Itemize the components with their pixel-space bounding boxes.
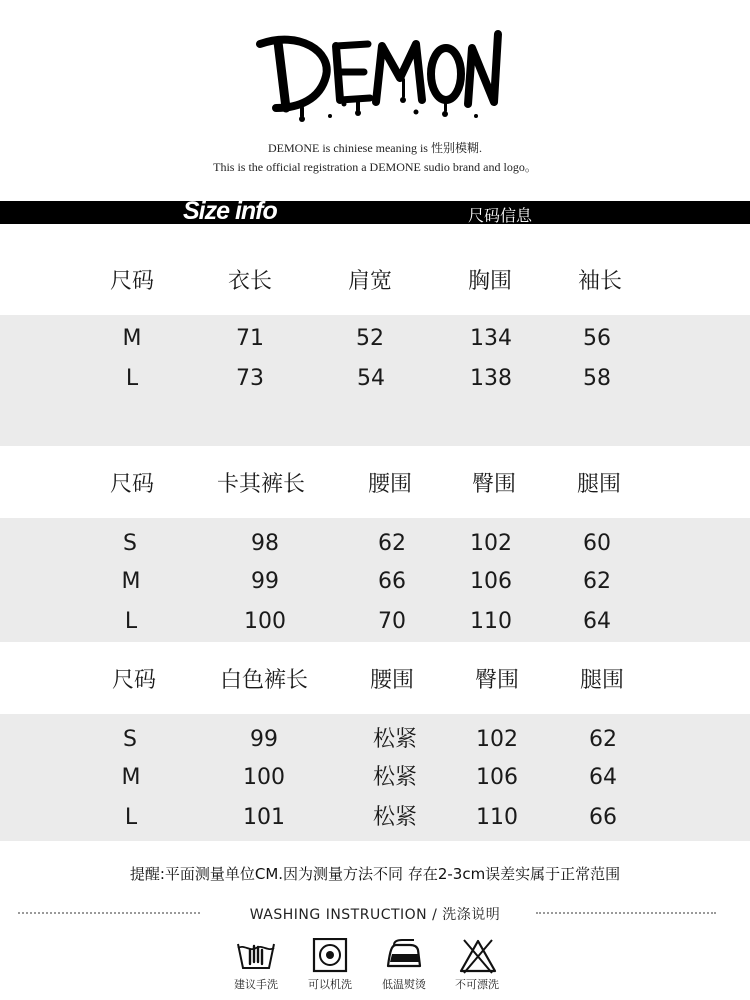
table-header-cell: 衣长 xyxy=(227,269,273,294)
table-cell: 62 xyxy=(589,727,617,752)
size-info-header xyxy=(0,197,750,225)
size-info-title: Size info xyxy=(183,197,277,225)
table-header-cell: 白色裤长 xyxy=(219,668,309,693)
table-header-cell: 尺码 xyxy=(109,269,155,294)
table-header-cell: 尺码 xyxy=(109,472,155,497)
tagline-line-2: This is the official registration a DEMONE sudio brand and logo。 xyxy=(213,160,537,174)
table-header-cell: 肩宽 xyxy=(347,269,393,294)
table-cell: 66 xyxy=(378,569,406,594)
size-info-title-cn: 尺码信息 xyxy=(468,206,533,225)
table-header-cell: 臀围 xyxy=(471,472,517,497)
table-header-cell: 袖长 xyxy=(577,269,623,294)
low-temp-iron-icon xyxy=(384,938,424,974)
table-cell: 138 xyxy=(470,366,512,391)
washing-instruction-title: WASHING INSTRUCTION / 洗涤说明 xyxy=(249,907,501,923)
no-bleach-label: 不可漂洗 xyxy=(455,978,499,991)
machine-wash-label: 可以机洗 xyxy=(308,978,352,991)
table-cell: 100 xyxy=(243,765,285,790)
table-cell: 66 xyxy=(589,805,617,830)
tagline-line-1: DEMONE is chiniese meaning is 性别模糊. xyxy=(268,141,482,155)
table-header-cell: 腰围 xyxy=(367,472,413,497)
table-cell: S xyxy=(123,531,137,556)
measurement-note: 提醒:平面测量单位CM.因为测量方法不同 存在2-3cm误差实属于正常范围 xyxy=(129,865,621,883)
table-cell: 62 xyxy=(583,569,611,594)
table-header-cell: 臀围 xyxy=(474,668,520,693)
table-header-cell: 腿围 xyxy=(579,668,625,693)
table-cell: 102 xyxy=(470,531,512,556)
table-cell: 98 xyxy=(251,531,279,556)
table-cell: 110 xyxy=(470,609,512,634)
table-cell: 54 xyxy=(357,366,385,391)
table-cell: 70 xyxy=(378,609,406,634)
table-cell: 99 xyxy=(250,727,278,752)
table-header-cell: 胸围 xyxy=(467,269,513,294)
low-temp-iron-label: 低温熨烫 xyxy=(382,978,426,991)
table-2-body-band xyxy=(0,518,750,642)
table-cell: 110 xyxy=(476,805,518,830)
table-cell: M xyxy=(122,326,142,351)
hand-wash-icon xyxy=(236,938,276,974)
table-cell: 99 xyxy=(251,569,279,594)
table-cell: L xyxy=(125,366,139,391)
table-cell: M xyxy=(121,765,141,790)
table-cell: 62 xyxy=(378,531,406,556)
table-header-cell: 尺码 xyxy=(111,668,157,693)
table-cell: 松紧 xyxy=(372,765,418,790)
table-cell: 52 xyxy=(356,326,384,351)
table-cell: 100 xyxy=(244,609,286,634)
table-cell: 64 xyxy=(583,609,611,634)
table-cell: 71 xyxy=(236,326,264,351)
table-cell: 102 xyxy=(476,727,518,752)
table-header-cell: 腰围 xyxy=(369,668,415,693)
hand-wash-label: 建议手洗 xyxy=(234,978,278,991)
table-cell: S xyxy=(123,727,137,752)
table-cell: L xyxy=(124,609,138,634)
table-cell: 106 xyxy=(476,765,518,790)
table-cell: 106 xyxy=(470,569,512,594)
table-cell: 松紧 xyxy=(372,727,418,752)
table-cell: L xyxy=(124,805,138,830)
table-cell: 134 xyxy=(470,326,512,351)
table-cell: 松紧 xyxy=(372,805,418,830)
no-bleach-icon xyxy=(458,938,498,974)
machine-wash-icon xyxy=(310,938,350,974)
table-cell: 73 xyxy=(236,366,264,391)
table-cell: 60 xyxy=(583,531,611,556)
table-cell: M xyxy=(121,569,141,594)
table-cell: 58 xyxy=(583,366,611,391)
table-header-cell: 卡其裤长 xyxy=(216,472,306,497)
demon-logo xyxy=(240,12,510,124)
table-cell: 101 xyxy=(243,805,285,830)
table-cell: 64 xyxy=(589,765,617,790)
table-cell: 56 xyxy=(583,326,611,351)
table-header-cell: 腿围 xyxy=(576,472,622,497)
